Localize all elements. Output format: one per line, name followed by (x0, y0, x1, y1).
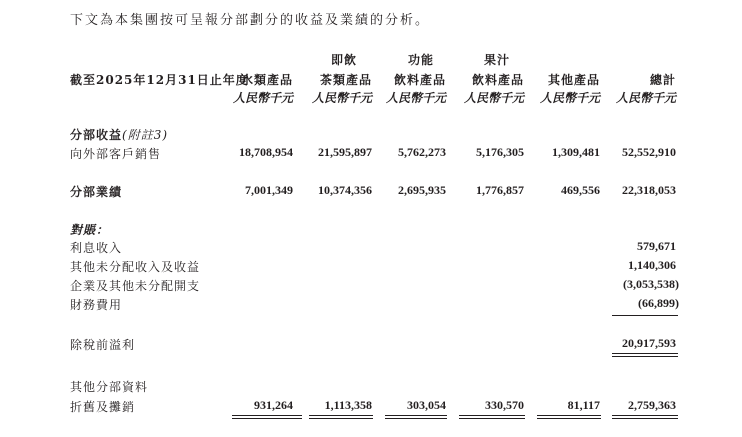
depreciation-underline-juice-2 (459, 418, 525, 419)
other-unallocated-income-total: 1,140,306 (628, 258, 676, 272)
col-functional-line1: 功能 (407, 53, 434, 67)
col-juice-line2: 飲料產品 (471, 73, 524, 87)
col-tea-line2: 茶類產品 (319, 73, 372, 87)
other-unallocated-income-label: 其他未分配收入及收益 (70, 260, 201, 274)
profit-before-tax-label: 除稅前溢利 (70, 338, 136, 352)
col-tea-line1: 即飲 (330, 53, 357, 67)
corporate-expenses-total: (3,053,538) (623, 277, 679, 291)
external-sales-tea: 21,595,897 (318, 145, 372, 159)
depreciation-underline-juice-1 (459, 415, 525, 416)
depreciation-water: 931,264 (254, 398, 293, 412)
col-total-unit: 人民幣千元 (615, 91, 676, 105)
col-other-line2: 其他產品 (547, 73, 600, 87)
col-juice-line1: 果汁 (483, 53, 510, 67)
external-sales-total: 52,552,910 (622, 145, 676, 159)
subtotal-rule (612, 315, 678, 316)
segment-revenue-note: (附註3) (122, 128, 169, 142)
depreciation-underline-tea-2 (309, 418, 373, 419)
col-functional-line2: 飲料產品 (393, 73, 446, 87)
profit-before-tax-underline-2 (612, 356, 678, 357)
profit-before-tax-underline-1 (612, 353, 678, 354)
interest-income-label: 利息收入 (70, 241, 123, 255)
period-label: 截至2025年12月31日止年度 (70, 73, 249, 87)
external-sales-label: 向外部客戶銷售 (70, 147, 162, 161)
depreciation-underline-other-2 (537, 418, 601, 419)
col-total-line2: 總計 (649, 73, 676, 87)
depreciation-underline-total-1 (612, 415, 678, 416)
segment-results-juice: 1,776,857 (476, 183, 524, 197)
depreciation-total: 2,759,363 (628, 398, 676, 412)
finance-costs-label: 財務費用 (70, 298, 123, 312)
col-functional-unit: 人民幣千元 (385, 91, 446, 105)
segment-results-water: 7,001,349 (245, 183, 293, 197)
depreciation-underline-other-1 (537, 415, 601, 416)
segment-results-functional: 2,695,935 (398, 183, 446, 197)
col-water-unit: 人民幣千元 (232, 91, 293, 105)
corporate-expenses-label: 企業及其他未分配開支 (70, 279, 201, 293)
depreciation-label: 折舊及攤銷 (70, 400, 136, 414)
depreciation-functional: 303,054 (407, 398, 446, 412)
col-tea-unit: 人民幣千元 (311, 91, 372, 105)
segment-results-label: 分部業績 (70, 185, 123, 199)
depreciation-underline-water-2 (232, 418, 302, 419)
depreciation-juice: 330,570 (485, 398, 524, 412)
segment-results-other: 469,556 (561, 183, 600, 197)
col-water-line2: 水類產品 (240, 73, 293, 87)
external-sales-other: 1,309,481 (552, 145, 600, 159)
depreciation-underline-total-2 (612, 418, 678, 419)
other-segment-info-label: 其他分部資料 (70, 380, 149, 394)
segment-revenue-heading (70, 126, 168, 143)
col-juice-unit: 人民幣千元 (463, 91, 524, 105)
external-sales-juice: 5,176,305 (476, 145, 524, 159)
finance-costs-total: (66,899) (638, 296, 679, 310)
segment-results-tea: 10,374,356 (318, 183, 372, 197)
segment-results-total: 22,318,053 (622, 183, 676, 197)
external-sales-functional: 5,762,273 (398, 145, 446, 159)
interest-income-total: 579,671 (637, 239, 676, 253)
depreciation-other: 81,117 (567, 398, 600, 412)
col-other-unit: 人民幣千元 (539, 91, 600, 105)
intro-text: 下文為本集團按可呈報分部劃分的收益及業績的分析。 (70, 13, 431, 28)
depreciation-underline-functional-2 (385, 418, 447, 419)
depreciation-underline-functional-1 (385, 415, 447, 416)
depreciation-underline-water-1 (232, 415, 302, 416)
segment-revenue-label: 分部收益 (70, 128, 123, 142)
external-sales-water: 18,708,954 (239, 145, 293, 159)
profit-before-tax-total: 20,917,593 (622, 336, 676, 350)
depreciation-tea: 1,113,358 (324, 398, 372, 412)
depreciation-underline-tea-1 (309, 415, 373, 416)
reconciliation-label: 對賬： (70, 223, 110, 237)
